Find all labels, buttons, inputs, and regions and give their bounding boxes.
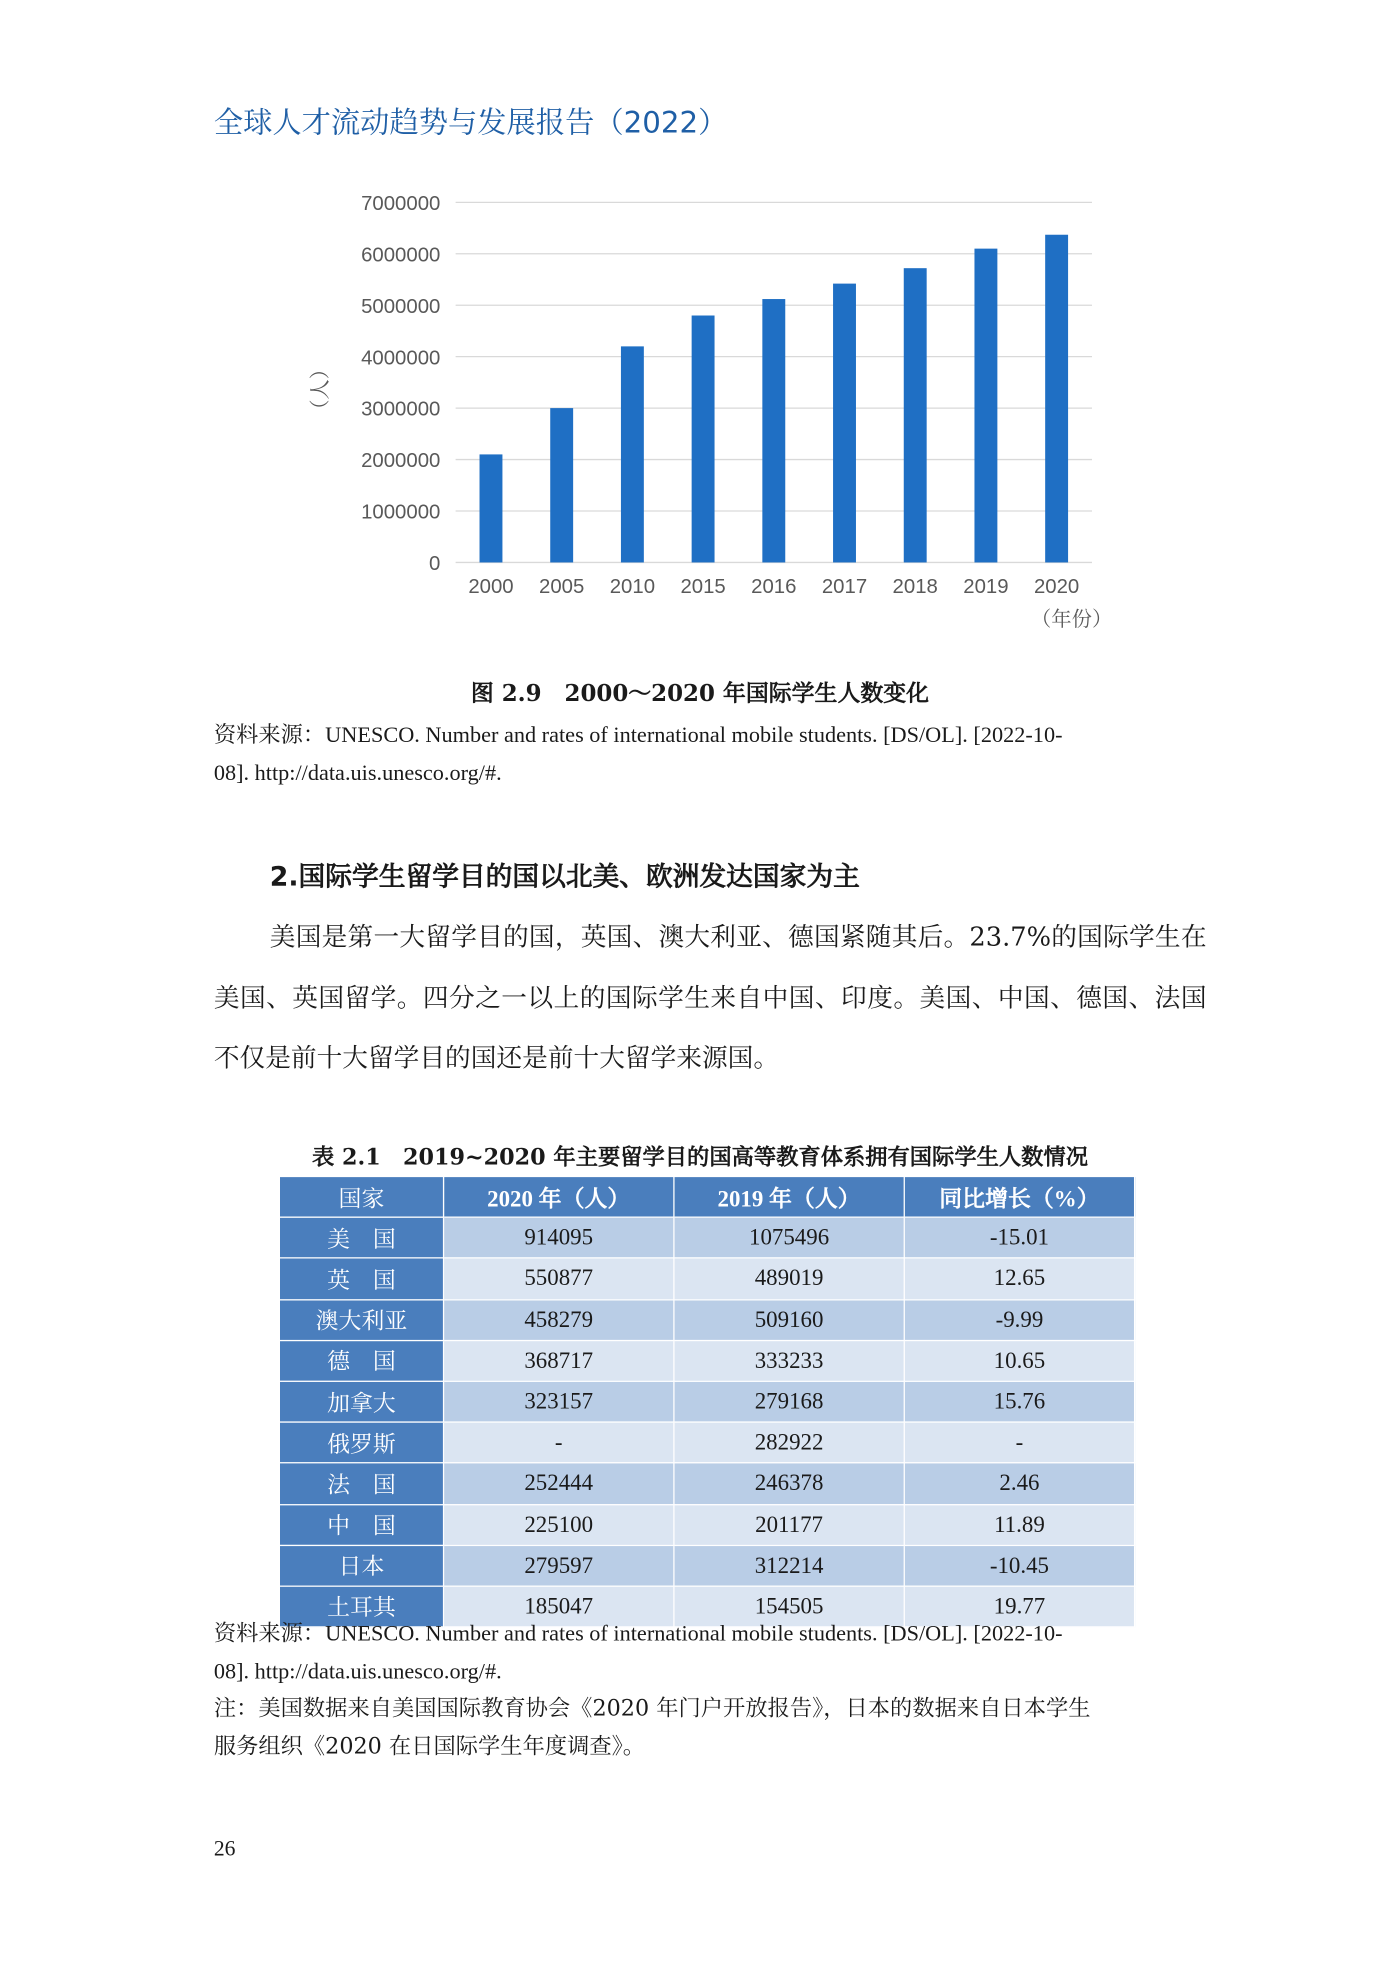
- table-row: [279, 1381, 1134, 1422]
- value-cell: -15.01: [904, 1217, 1134, 1258]
- table-note: [214, 1690, 1207, 1766]
- figure-source: [214, 715, 1181, 791]
- value-cell: 368717: [444, 1340, 674, 1381]
- table-header-cell: 2019 年（人）: [674, 1176, 904, 1217]
- table-row: [279, 1258, 1134, 1299]
- bar-2016: [762, 299, 785, 562]
- table-header-cell: 国家: [279, 1176, 443, 1217]
- running-header: 全球人才流动趋势与发展报告（2022）: [213, 106, 728, 140]
- country-cell: 德 国: [279, 1340, 443, 1381]
- country-cell: 日本: [279, 1545, 443, 1586]
- value-cell: 201177: [674, 1504, 904, 1545]
- value-cell: 246378: [674, 1463, 904, 1504]
- table-row: [279, 1299, 1134, 1340]
- section-paragraph: 美国是第一大留学目的国，英国、澳大利亚、德国紧随其后。23.7%的国际学生在美国、英国留学。四分之一以上的国际学生来自中国、印度。美国、中国、德国、法国不仅是前十大留学目的国还是前十大留学来源国。: [213, 921, 1207, 1073]
- table-source-line: 08]. http://data.uis.unesco.org/#.: [213, 1658, 502, 1684]
- value-cell: 312214: [674, 1545, 904, 1586]
- figure-source-line: 资料来源：UNESCO. Number and rates of international mobile students. [DS/OL]. [2022-10-: [213, 721, 1063, 747]
- chart-y-axis-label: （人）: [310, 358, 333, 420]
- table-header-row: [279, 1176, 1134, 1217]
- bar-2010: [621, 346, 644, 562]
- table-row: [279, 1340, 1134, 1381]
- section-heading: 2.国际学生留学目的国以北美、欧洲发达国家为主: [269, 861, 860, 893]
- x-tick-label: 2019: [963, 575, 1009, 598]
- x-tick-label: 2010: [609, 575, 656, 598]
- country-cell: 英 国: [279, 1258, 443, 1299]
- value-cell: -9.99: [904, 1299, 1134, 1340]
- value-cell: 279168: [674, 1381, 904, 1422]
- value-cell: -: [904, 1422, 1134, 1463]
- value-cell: 252444: [444, 1463, 674, 1504]
- y-tick-label: 1000000: [361, 501, 441, 524]
- value-cell: 1075496: [674, 1217, 904, 1258]
- value-cell: -10.45: [904, 1545, 1134, 1586]
- bar-2000: [480, 454, 503, 562]
- value-cell: 185047: [444, 1586, 674, 1627]
- table-row: [279, 1217, 1134, 1258]
- table-header-cell: 同比增长（%）: [904, 1176, 1134, 1217]
- chart-bars: [480, 235, 1069, 563]
- x-tick-label: 2015: [680, 575, 726, 598]
- country-cell: 中 国: [279, 1504, 443, 1545]
- value-cell: 323157: [444, 1381, 674, 1422]
- x-tick-label: 2000: [468, 575, 514, 598]
- y-tick-label: 2000000: [361, 450, 441, 473]
- bar-chart: [310, 178, 1113, 642]
- chart-x-axis-label: （年份）: [1030, 609, 1113, 632]
- country-cell: 澳大利亚: [279, 1299, 443, 1340]
- value-cell: 282922: [674, 1422, 904, 1463]
- bar-2018: [904, 268, 927, 562]
- country-cell: 俄罗斯: [279, 1422, 443, 1463]
- y-tick-label: 3000000: [361, 398, 441, 421]
- page-number: 26: [213, 1836, 236, 1861]
- value-cell: 333233: [674, 1340, 904, 1381]
- value-cell: 458279: [444, 1299, 674, 1340]
- value-cell: 10.65: [904, 1340, 1134, 1381]
- value-cell: -: [444, 1422, 674, 1463]
- chart-y-axis: [361, 193, 440, 575]
- y-tick-label: 4000000: [361, 347, 441, 370]
- table-note-line: 注：美国数据来自美国国际教育协会《2020 年门户开放报告》，日本的数据来自日本学生: [213, 1696, 1091, 1722]
- y-tick-label: 7000000: [361, 192, 441, 215]
- value-cell: 914095: [444, 1217, 674, 1258]
- table-row: [279, 1504, 1134, 1545]
- value-cell: 12.65: [904, 1258, 1134, 1299]
- student-count-table: [279, 1176, 1136, 1628]
- x-tick-label: 2017: [821, 575, 868, 598]
- x-tick-label: 2016: [751, 575, 797, 598]
- bar-2017: [833, 284, 856, 563]
- y-tick-label: 6000000: [361, 244, 441, 267]
- value-cell: 550877: [444, 1258, 674, 1299]
- x-tick-label: 2005: [539, 575, 585, 598]
- value-cell: 11.89: [904, 1504, 1134, 1545]
- value-cell: 2.46: [904, 1463, 1134, 1504]
- table-row: [279, 1545, 1134, 1586]
- value-cell: 225100: [444, 1504, 674, 1545]
- value-cell: 279597: [444, 1545, 674, 1586]
- country-cell: 加拿大: [279, 1381, 443, 1422]
- value-cell: 509160: [674, 1299, 904, 1340]
- x-tick-label: 2020: [1033, 575, 1080, 598]
- table-row: [279, 1422, 1134, 1463]
- table-row: [279, 1463, 1134, 1504]
- bar-2019: [974, 249, 997, 563]
- table-caption: 表 2.1 2019~2020 年主要留学目的国高等教育体系拥有国际学生人数情况: [311, 1145, 1088, 1171]
- value-cell: 154505: [674, 1586, 904, 1627]
- table-note-line: 服务组织《2020 在日国际学生年度调查》。: [213, 1734, 646, 1760]
- value-cell: 15.76: [904, 1381, 1134, 1422]
- y-tick-label: 5000000: [361, 295, 441, 318]
- y-tick-label: 0: [429, 553, 441, 576]
- figure-caption: 图 2.9 2000～2020 年国际学生人数变化: [470, 680, 930, 708]
- bar-2015: [692, 316, 715, 563]
- bar-2020: [1045, 235, 1068, 563]
- table-source-line: 资料来源：UNESCO. Number and rates of international mobile students. [DS/OL]. [2022-10-: [213, 1619, 1063, 1646]
- value-cell: 489019: [674, 1258, 904, 1299]
- x-tick-label: 2018: [892, 575, 938, 598]
- bar-2005: [550, 408, 573, 562]
- figure-source-line: 08]. http://data.uis.unesco.org/#.: [213, 759, 502, 786]
- table-header-cell: 2020 年（人）: [444, 1176, 674, 1217]
- country-cell: 土耳其: [279, 1586, 443, 1627]
- data-table: [279, 1176, 1134, 1628]
- value-cell: 19.77: [904, 1586, 1134, 1627]
- country-cell: 美 国: [279, 1217, 443, 1258]
- chart-x-axis: [468, 576, 1079, 598]
- country-cell: 法 国: [279, 1463, 443, 1504]
- table-source: [214, 1614, 1181, 1690]
